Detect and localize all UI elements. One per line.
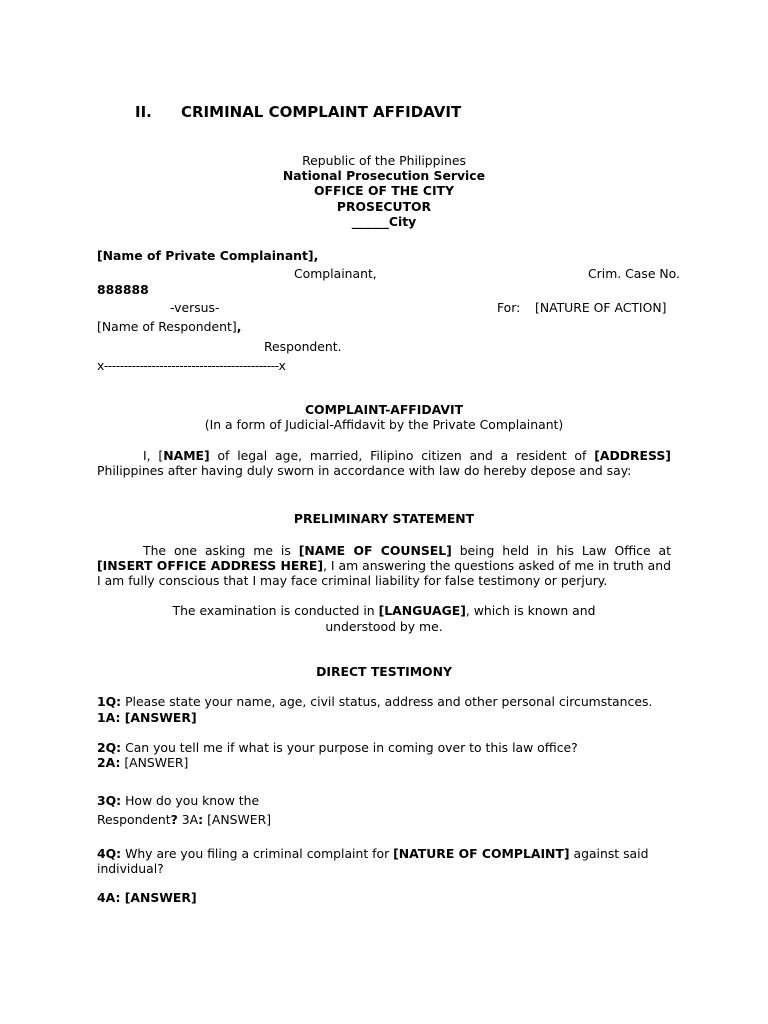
- versus-label: -versus-: [170, 300, 220, 315]
- section-number: II.: [135, 103, 152, 121]
- a2-label: 2A:: [97, 755, 121, 770]
- testimony-heading: DIRECT TESTIMONY: [316, 664, 452, 679]
- nature-of-complaint-placeholder: [NATURE OF COMPLAINT]: [393, 846, 570, 861]
- case-no-value: 888888: [97, 282, 149, 297]
- complainant-name: [Name of Private Complainant],: [97, 248, 319, 263]
- section-title: CRIMINAL COMPLAINT AFFIDAVIT: [181, 103, 462, 121]
- respondent-name-text: [Name of Respondent]: [97, 319, 237, 334]
- q3-text: How do you know the: [121, 793, 260, 808]
- question-2: [97, 740, 578, 755]
- answer-1: [97, 710, 197, 725]
- exam-text-2: , which is known and: [465, 603, 596, 618]
- exam-text-1: The examination is conducted in: [172, 603, 379, 618]
- question-4: [97, 846, 671, 876]
- header-republic: Republic of the Philippines: [302, 153, 466, 168]
- header-nps: National Prosecution Service: [282, 168, 486, 183]
- nature-of-action: [NATURE OF ACTION]: [535, 300, 667, 315]
- a4-label: 4A:: [97, 890, 121, 905]
- language-placeholder: [LANGUAGE]: [378, 603, 466, 618]
- preliminary-text-3: , I am answering the questions asked of me in truth and I am fully conscious that I may face criminal liability for false testimony or perjury.: [97, 558, 671, 588]
- question-1: [97, 694, 652, 709]
- q4-text-1: Why are you filing a criminal complaint for: [121, 846, 394, 861]
- q2-text: Can you tell me if what is your purpose in coming over to this law office?: [121, 740, 578, 755]
- intro-address-placeholder: [ADDRESS]: [594, 448, 671, 463]
- q3-label: 3Q:: [97, 793, 122, 808]
- counsel-placeholder: [NAME OF COUNSEL]: [298, 543, 452, 558]
- question-3: [97, 793, 259, 808]
- preliminary-paragraph: [97, 543, 671, 588]
- answer-4: [97, 890, 197, 905]
- a3-label: 3A: [177, 812, 199, 827]
- caption-divider: x--------------------------------------------x: [97, 358, 286, 373]
- intro-text-3: Philippines after having duly sworn in accordance with law do hereby depose and say:: [97, 463, 632, 478]
- office-address-placeholder: [INSERT OFFICE ADDRESS HERE]: [97, 558, 324, 573]
- question-3-continued: [97, 812, 271, 827]
- respondent-label: Respondent.: [264, 339, 342, 354]
- a1-text: [ANSWER]: [120, 710, 197, 725]
- a4-text: [ANSWER]: [120, 890, 197, 905]
- affidavit-subtitle: (In a form of Judicial-Affidavit by the Private Complainant): [204, 417, 564, 432]
- q1-label: 1Q:: [97, 694, 122, 709]
- intro-text-1: I, [: [143, 448, 164, 463]
- q1-text: Please state your name, age, civil status, address and other personal circumstances.: [121, 694, 653, 709]
- a3-text: [ANSWER]: [203, 812, 272, 827]
- header-city: ______City: [351, 214, 417, 229]
- q3-continued-text: Respondent: [97, 812, 171, 827]
- a3-colon: :: [198, 812, 204, 827]
- preliminary-heading: PRELIMINARY STATEMENT: [293, 511, 475, 526]
- q4-text-2: against said individual?: [97, 846, 649, 876]
- respondent-comma: ,: [236, 319, 242, 334]
- a1-label: 1A:: [97, 710, 121, 725]
- for-label: For:: [497, 300, 521, 315]
- examination-line-2: understood by me.: [325, 619, 443, 634]
- examination-line-1: [97, 603, 671, 618]
- affidavit-title: COMPLAINT-AFFIDAVIT: [304, 402, 464, 417]
- intro-paragraph: [97, 448, 671, 478]
- a2-text: [ANSWER]: [120, 755, 189, 770]
- q4-label: 4Q:: [97, 846, 122, 861]
- answer-2: [97, 755, 188, 770]
- complainant-label: Complainant,: [294, 266, 377, 281]
- header-prosecutor: PROSECUTOR: [336, 199, 432, 214]
- case-no-label: Crim. Case No.: [588, 266, 680, 281]
- intro-text-2: of legal age, married, Filipino citizen and a resident of: [209, 448, 595, 463]
- preliminary-text-1: The one asking me is: [143, 543, 299, 558]
- preliminary-text-2: being held in his Law Office at: [451, 543, 671, 558]
- q2-label: 2Q:: [97, 740, 122, 755]
- intro-name-placeholder: NAME]: [163, 448, 210, 463]
- respondent-name: [97, 319, 241, 334]
- header-office: OFFICE OF THE CITY: [314, 183, 454, 198]
- q3-question-mark: ?: [170, 812, 178, 827]
